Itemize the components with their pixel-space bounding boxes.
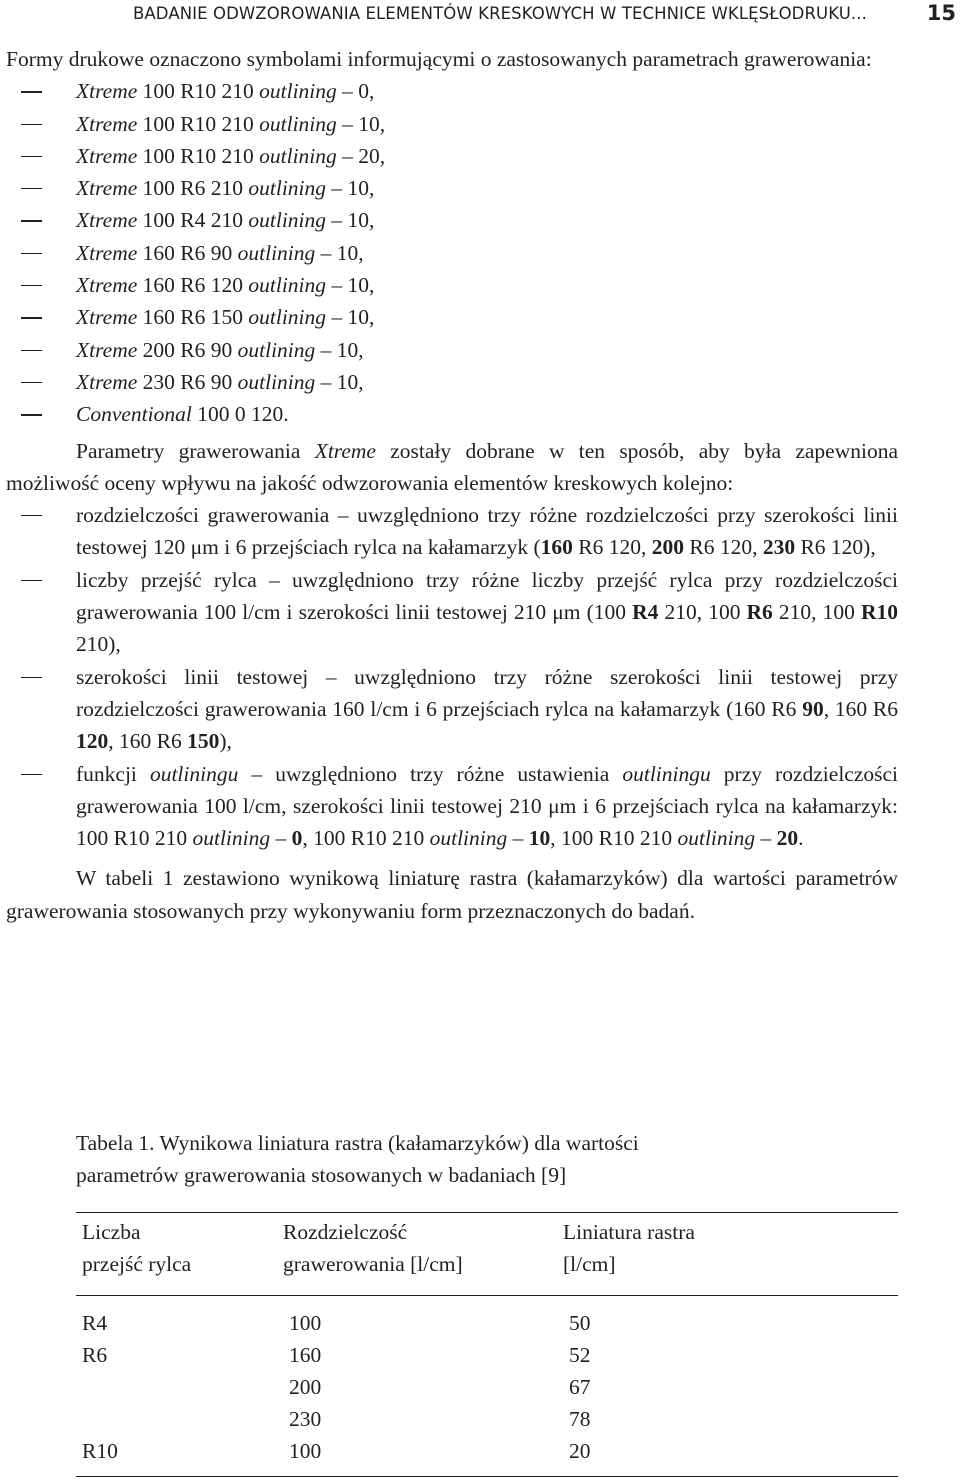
table-cell: R4 [82,1311,108,1335]
table-cell: 78 [569,1407,591,1431]
criteria-list [6,499,898,854]
table-cell: R10 [82,1439,118,1463]
running-header [0,0,960,34]
table-cell: 100 [289,1311,322,1335]
table-bottom-rule [76,1476,898,1477]
list-item: Xtreme 100 R10 210 outlining – 20, [6,140,898,172]
list-item: Xtreme 160 R6 150 outlining – 10, [6,301,898,333]
table-header-cell: Rozdzielczość grawerowania [l/cm] [283,1220,463,1277]
list-item: Xtreme 160 R6 90 outlining – 10, [6,237,898,269]
header-title: BADANIE ODWZOROWANIA ELEMENTÓW KRESKOWYCH W TECHNICE WKLĘSŁODRUKU... [133,4,867,23]
list-item: Xtreme 100 R4 210 outlining – 10, [6,204,898,236]
table-caption-line: parametrów grawerowania stosowanych w badaniach [9] [76,1163,567,1188]
table-cell: 20 [569,1439,591,1463]
page-number: 15 [926,1,956,25]
table-cell: 52 [569,1343,591,1367]
list-item: Xtreme 160 R6 120 outlining – 10, [6,269,898,301]
table-header-rule [76,1295,898,1296]
list-item: Xtreme 230 R6 90 outlining – 10, [6,366,898,398]
table-caption-line: Tabela 1. Wynikowa liniatura rastra (kałamarzyków) dla wartości [76,1131,639,1155]
list-item: Xtreme 100 R10 210 outlining – 0, [6,75,898,107]
list-item: Conventional 100 0 120. [6,398,898,430]
intro-paragraph: Formy drukowe oznaczono symbolami informującymi o zastosowanych parametrach grawerowania: [6,47,872,71]
list-item: Xtreme 200 R6 90 outlining – 10, [6,334,898,366]
table-header-cell: Liniatura rastra [l/cm] [563,1220,695,1277]
table-cell: 50 [569,1311,591,1335]
table-header-cell: Liczba przejść rylca [82,1220,192,1277]
body-text [6,43,898,927]
list-item: Xtreme 100 R6 210 outlining – 10, [6,172,898,204]
list-item: liczby przejść rylca – uwzględniono trzy różne liczby przejść rylca przy rozdzielczości grawerowania 100 l/cm i szerokości linii testowej 210 μm (100 R4 210, 100 R6 210, 100 R10 210), [6,564,898,661]
list-item: szerokości linii testowej – uwzględniono trzy różne szerokości linii testowej przy rozdzielczości grawerowania 160 l/cm i 6 przejściach rylca na kałamarzyk (160 R6 90, 160 R6 120, 160 R6 150), [6,661,898,758]
table-cell: 230 [289,1407,322,1431]
table-caption [76,1127,836,1192]
table-cell: 160 [289,1343,322,1367]
parameter-list [6,75,898,430]
table-top-rule [76,1212,898,1213]
table-cell: R6 [82,1343,108,1367]
list-item: funkcji outliningu – uwzględniono trzy różne ustawienia outliningu przy rozdzielczości grawerowania 100 l/cm, szerokości linii testowej 210 μm i 6 przejściach rylca na kałamarzyk: 100 R10 210 outlining – 0, 100 R10 210 outlining – 10, 100 R10 210 outlining – 20. [6,758,898,855]
table-cell: 100 [289,1439,322,1463]
paragraph-table-intro: W tabeli 1 zestawiono wynikową liniaturę rastra (kałamarzyków) dla wartości parametrów grawerowania stosowanych przy wykonywaniu form przeznaczonych do badań. [6,866,898,923]
table-cell: 200 [289,1375,322,1399]
list-item: rozdzielczości grawerowania – uwzględniono trzy różne rozdzielczości przy szerokości linii testowej 120 μm i 6 przejściach rylca na kałamarzyk (160 R6 120, 200 R6 120, 230 R6 120), [6,499,898,564]
list-item: Xtreme 100 R10 210 outlining – 10, [6,108,898,140]
paragraph-parameters: Parametry grawerowania Xtreme zostały dobrane w ten sposób, aby była zapewniona możliwość oceny wpływu na jakość odwzorowania elementów kreskowych kolejno: [6,438,898,495]
table-cell: 67 [569,1375,591,1399]
